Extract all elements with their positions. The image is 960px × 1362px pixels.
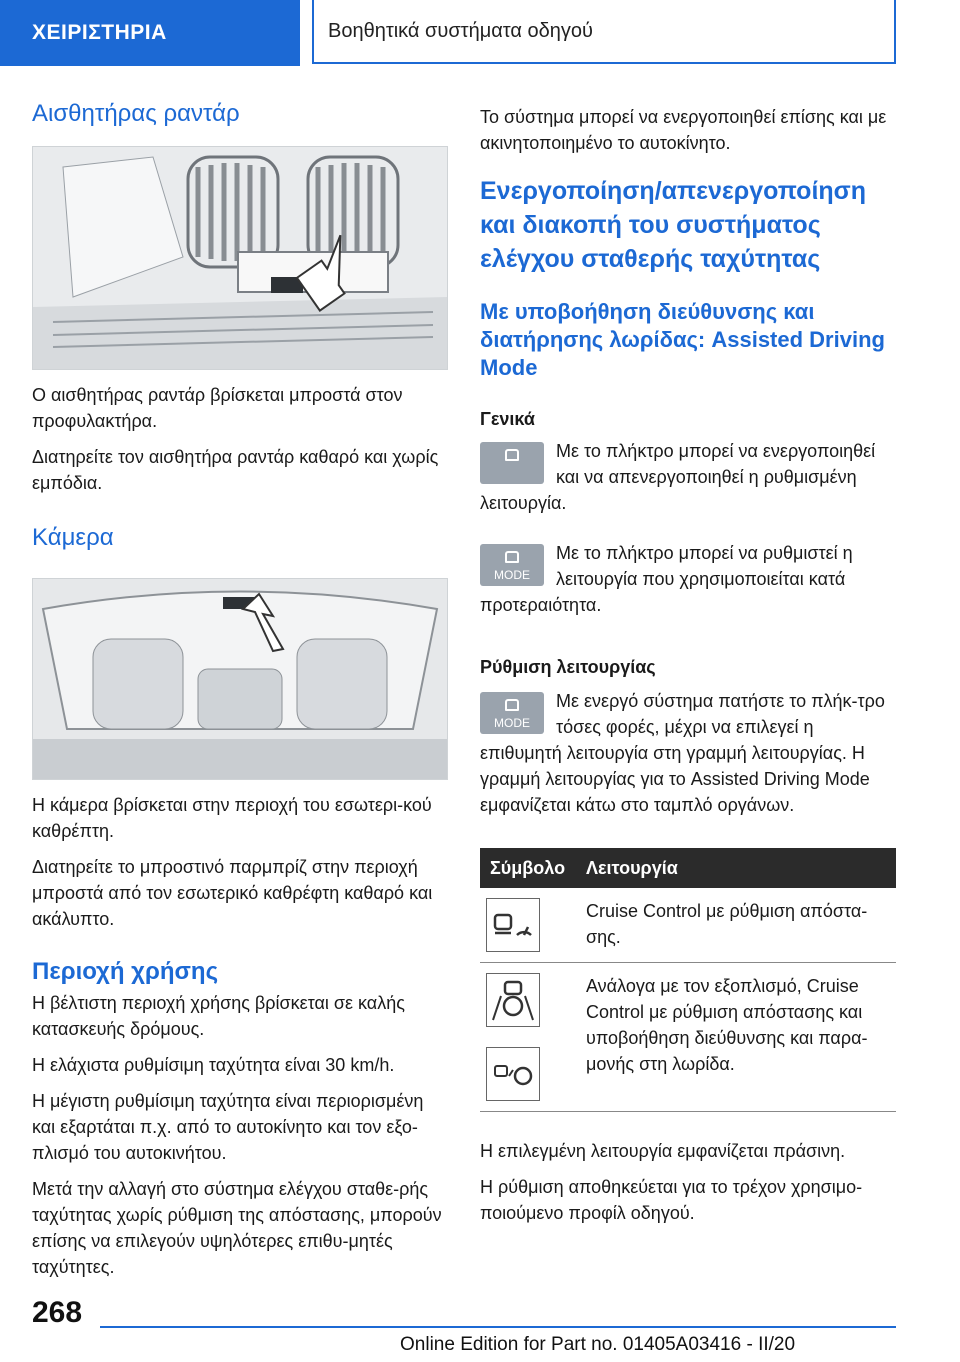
page-number: 268 <box>32 1296 83 1329</box>
general-heading: Γενικά <box>480 409 535 429</box>
mode-button-icon-2: MODE <box>480 692 544 734</box>
table-cell-symbol <box>480 888 586 963</box>
left-column <box>32 92 448 1290</box>
cruise-distance-icon <box>486 898 540 952</box>
setting-text: Με ενεργό σύστημα πατήστε το πλήκ-τρο τόσες φορές, μέχρι να επιλεγεί η επιθυμητή λειτουργία στη γραμμή λειτουργίας. Η γραμμή λειτουργίας για το Assisted Driving Mode εμφανίζεται κάτω στο ταμπλό οργάνων. <box>480 691 885 815</box>
chapter-title: Βοηθητικά συστήματα οδηγού <box>312 0 896 64</box>
edition-note: Online Edition for Part no. 01405A03416 - II/20 <box>400 1334 796 1355</box>
right-column <box>480 92 898 1236</box>
radar-heading: Αισθητήρας ραντάρ <box>32 100 240 127</box>
usage-text-3: Η μέγιστη ρυθμίσιμη ταχύτητα είναι περιορισμένη και εξαρτάται π.χ. από το αυτοκίνητο και τον εξο-πλισμό του αυτοκινήτου. <box>32 1091 424 1163</box>
intro-text: Το σύστημα μπορεί να ενεργοποιηθεί επίσης και με ακινητοποιημένο το αυτοκίνητο. <box>480 107 887 153</box>
usage-text-2: Η ελάχιστα ρυθμίσιμη ταχύτητα είναι 30 km/h. <box>32 1055 395 1075</box>
col-symbol-header <box>480 848 586 888</box>
camera-text-2: Διατηρείτε το μπροστινό παρμπρίζ στην περιοχή μπροστά από τον εσωτερικό καθρέφτη καθαρό και ακάλυπτο. <box>32 857 433 929</box>
usage-text-1: Η βέλτιστη περιοχή χρήσης βρίσκεται σε καλής κατασκευής δρόμους. <box>32 993 405 1039</box>
table-row <box>480 888 896 963</box>
table-header-row <box>480 848 896 888</box>
col-function-header <box>586 848 896 888</box>
general-block-2 <box>480 540 898 628</box>
sub-heading: Με υποβοήθηση διεύθυνσης και διατήρησης λωρίδας: Assisted Driving Mode <box>480 299 885 380</box>
general-text-2: Με το πλήκτρο μπορεί να ρυθμιστεί η λειτουργία που χρησιμοποιείται κατά προτεραιότητα. <box>480 543 853 615</box>
general-text-1: Με το πλήκτρο μπορεί να ενεργοποιηθεί και να απενεργοποιηθεί η ρυθμισμένη λειτουργία. <box>480 441 876 513</box>
main-heading: Ενεργοποίηση/απενεργοποίηση και διακοπή του συστήματος ελέγχου σταθερής ταχύτητας <box>480 177 867 273</box>
after-text-1: Η επιλεγμένη λειτουργία εμφανίζεται πράσινη. <box>480 1141 846 1161</box>
setting-block <box>480 688 898 828</box>
table-row <box>480 963 896 1112</box>
mode-button-icon: MODE <box>480 544 544 586</box>
after-text-2: Η ρύθμιση αποθηκεύεται για το τρέχον χρησιμο-ποιούμενο προφίλ οδηγού. <box>480 1177 863 1223</box>
col-function-label: Λειτουργία <box>586 857 678 878</box>
footer-divider <box>100 1326 896 1328</box>
radar-text-1: Ο αισθητήρας ραντάρ βρίσκεται μπροστά στον προφυλακτήρα. <box>32 385 403 431</box>
camera-heading: Κάμερα <box>32 524 114 551</box>
assist-button-icon <box>480 442 544 484</box>
radar-sensor-image <box>32 146 448 370</box>
symbol-table <box>480 848 896 1112</box>
camera-text-1: Η κάμερα βρίσκεται στην περιοχή του εσωτερι-κού καθρέπτη. <box>32 795 432 841</box>
usage-heading: Περιοχή χρήσης <box>32 958 219 985</box>
table-cell-symbol <box>480 963 586 1112</box>
usage-text-4: Μετά την αλλαγή στο σύστημα ελέγχου σταθε-ρής ταχύτητας χωρίς ρύθμιση της απόστασης, μπορούν επίσης να επιλεγούν υψηλότερες επιθυ-μητές ταχύτητες. <box>32 1179 442 1277</box>
table-cell-function: Cruise Control με ρύθμιση απόστα-σης. <box>586 888 896 963</box>
radar-text-2: Διατηρείτε τον αισθητήρα ραντάρ καθαρό και χωρίς εμπόδια. <box>32 447 439 493</box>
table-cell-function: Ανάλογα με τον εξοπλισμό, Cruise Control με ρύθμιση απόστασης και υποβοήθηση διεύθυνσης και παρα-μονής στη λωρίδα. <box>586 963 896 1112</box>
col-symbol-label: Σύμβολο <box>490 857 566 878</box>
page-header <box>0 0 960 66</box>
section-tab: ΧΕΙΡΙΣΤΗΡΙΑ <box>0 0 300 66</box>
camera-image <box>32 578 448 780</box>
setting-heading: Ρύθμιση λειτουργίας <box>480 657 656 677</box>
lane-keeping-icon <box>486 1047 540 1101</box>
steering-assist-icon <box>486 973 540 1027</box>
general-block-1 <box>480 438 898 526</box>
